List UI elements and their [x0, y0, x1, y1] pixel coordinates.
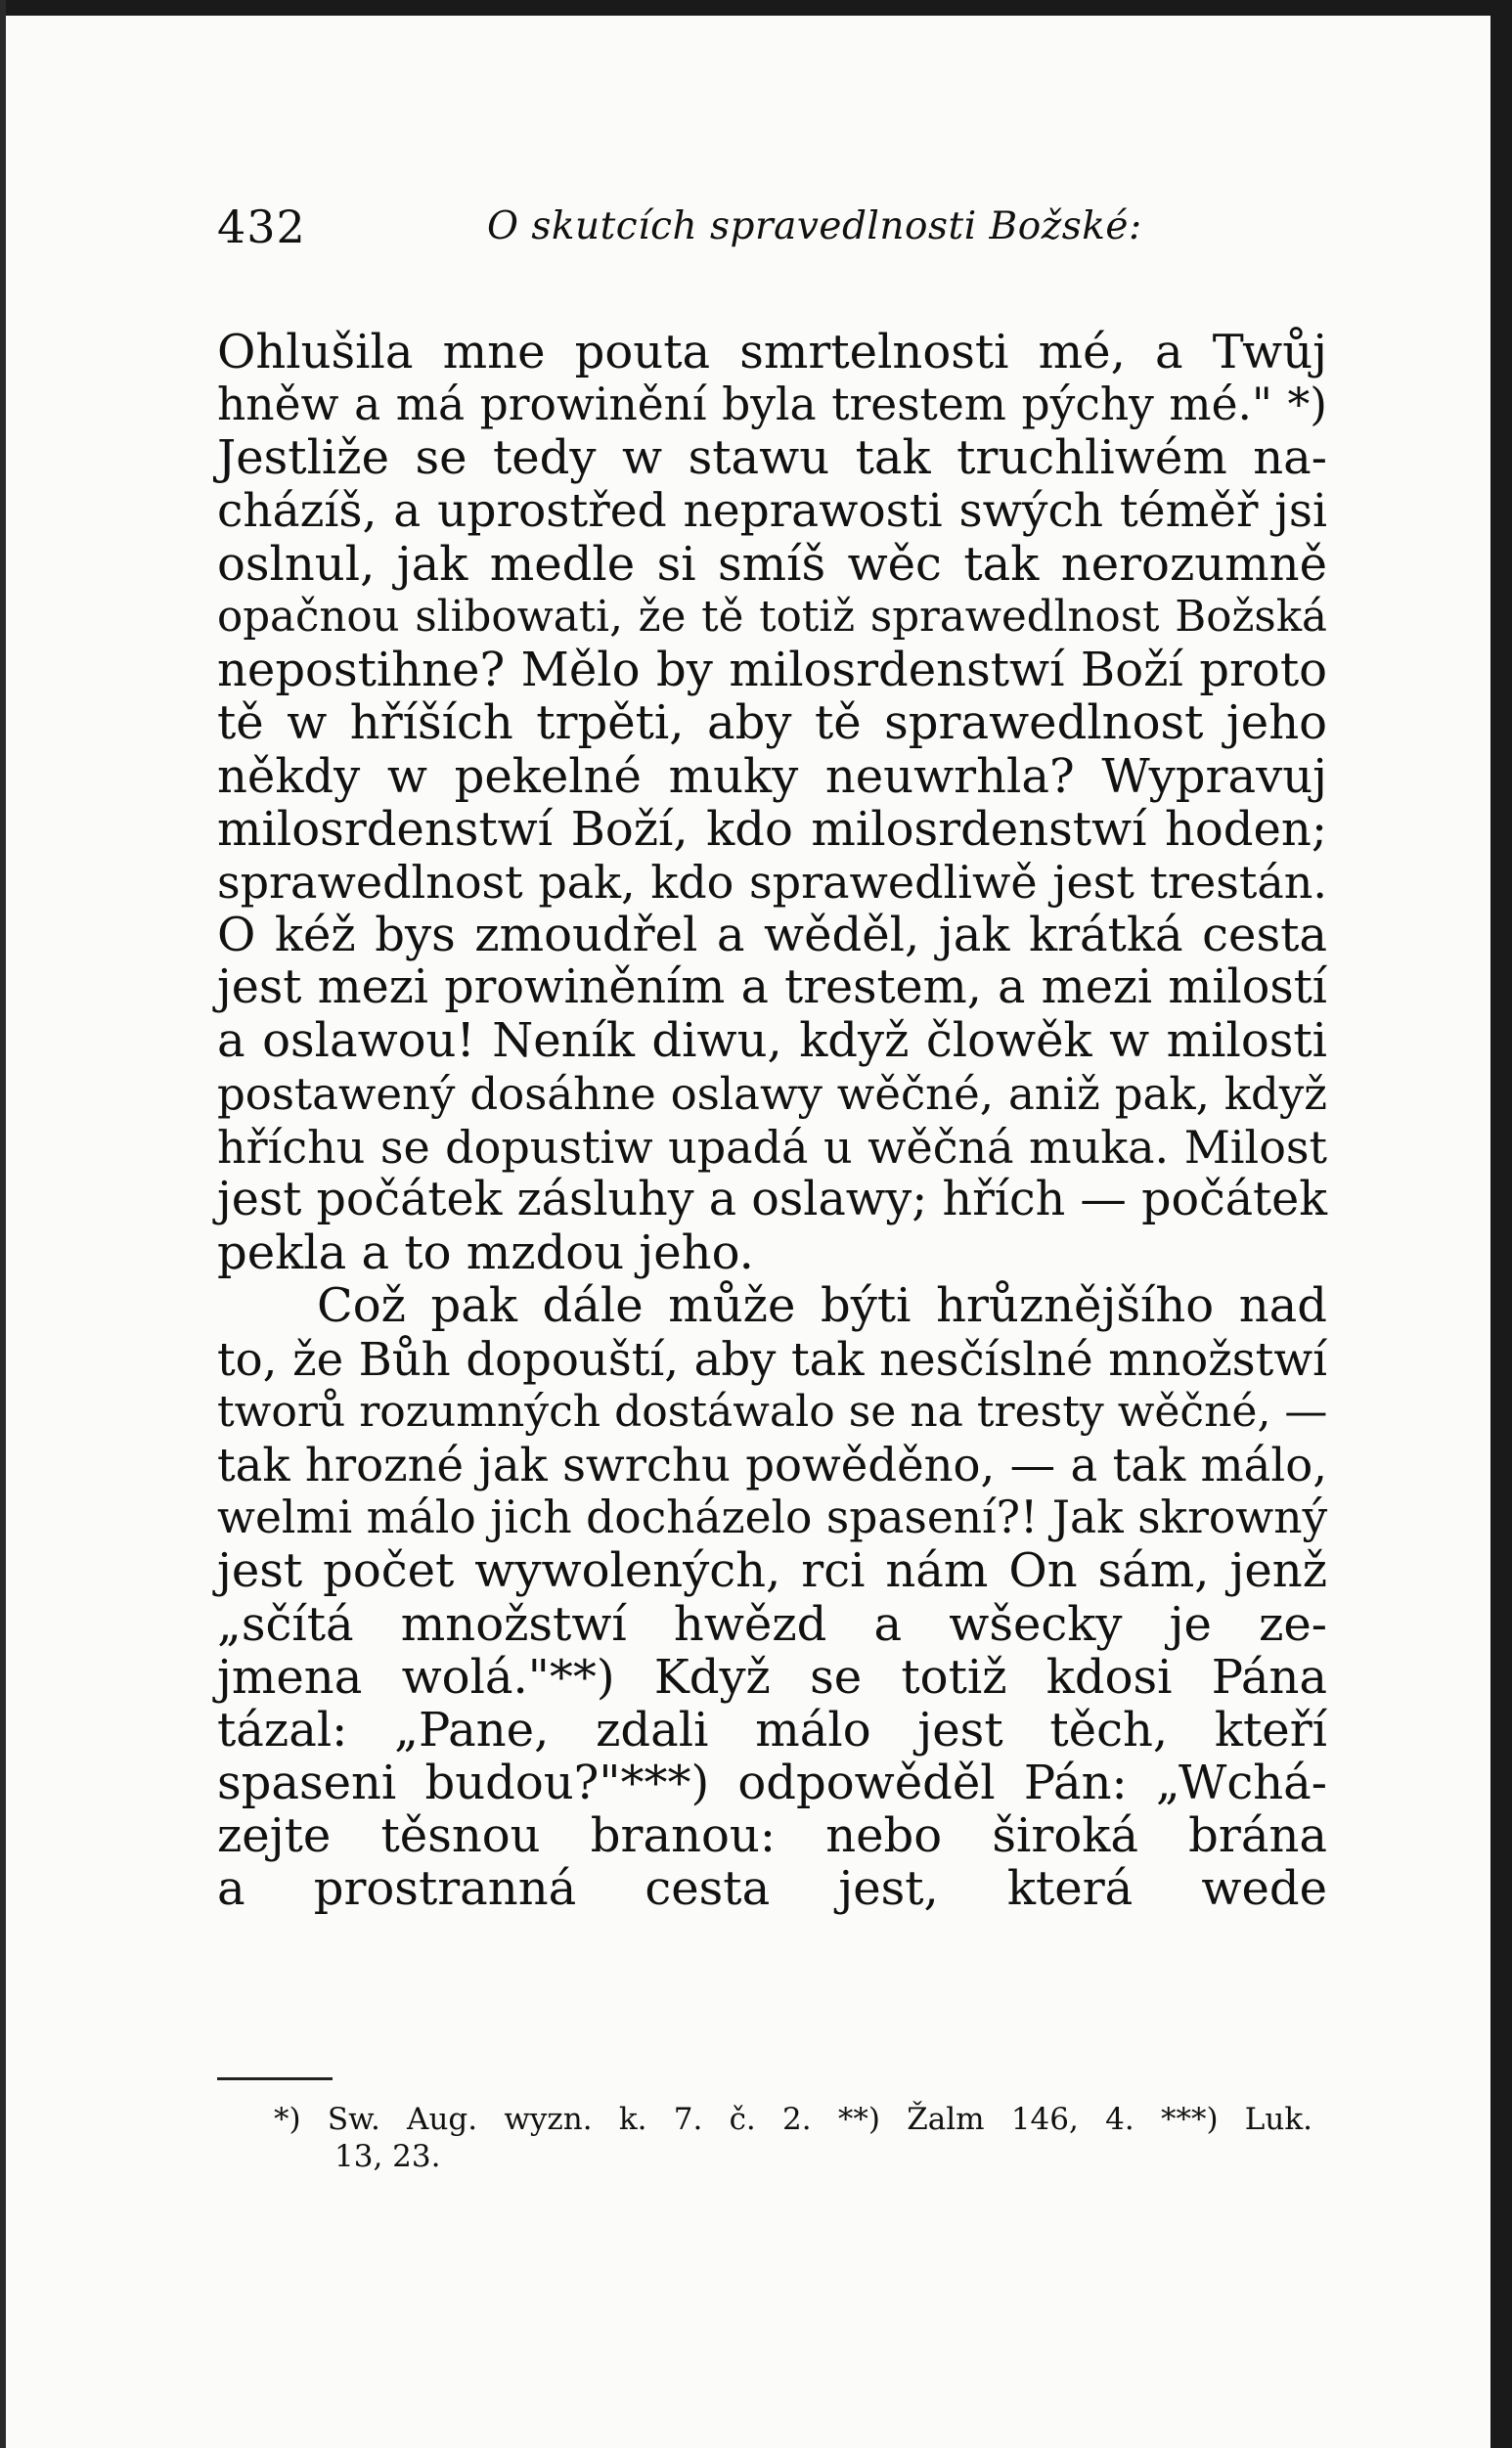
- text-line: O kéž bys zmoudřel a wěděl, jak krátká cesta: [217, 908, 1327, 963]
- running-title: O skutcích spravedlnosti Božské:: [487, 204, 1142, 248]
- page-number: 432: [217, 200, 306, 253]
- scan-border-left: [0, 0, 6, 2448]
- text-line: opačnou slibowati, že tě totiž sprawedlnost Božská: [217, 592, 1327, 642]
- footnote-divider: [217, 2077, 333, 2080]
- text-line: hněw a má prowinění byla trestem pýchy mé." *): [217, 378, 1327, 431]
- footnote-line-continued: 13, 23.: [334, 2139, 441, 2174]
- text-line: jest počátek zásluhy a oslawy; hřích — počátek: [217, 1173, 1327, 1226]
- text-line: welmi málo jich docházelo spasení?! Jak skrowný: [217, 1491, 1328, 1544]
- text-line: Jestliže se tedy w stawu tak truchliwém na-: [217, 430, 1327, 486]
- text-line: jest mezi prowiněním a trestem, a mezi milostí: [217, 960, 1327, 1015]
- text-line: tak hrozné jak swrchu powěděno, — a tak málo,: [217, 1438, 1327, 1491]
- text-line: oslnul, jak medle si smíš wěc tak nerozumně: [217, 536, 1327, 592]
- text-line: někdy w pekelné muky neuwrhla? Wypravuj: [217, 748, 1327, 804]
- text-line-paragraph-start: Což pak dále může býti hrůznějšího nad: [317, 1278, 1327, 1334]
- text-line-spaced: tázal: „Pane, zdali málo jest těch, kteří: [217, 1702, 1327, 1758]
- text-line-spaced: jmena wolá."**) Když se totiž kdosi Pána: [217, 1649, 1327, 1705]
- text-line: jest počet wywolených, rci nám On sám, jenž: [217, 1543, 1327, 1599]
- text-line: nepostihne? Mělo by milosrdenstwí Boží proto: [217, 643, 1327, 698]
- text-line: milosrdenstwí Boží, kdo milosrdenstwí hoden;: [217, 801, 1327, 857]
- text-line: hříchu se dopustiw upadá u wěčná muka. Milost: [217, 1120, 1327, 1174]
- body-text: [217, 326, 1327, 1916]
- footnote-line: *) Sw. Aug. wyzn. k. 7. č. 2. **) Žalm 146, 4. ***) Luk.: [274, 2102, 1312, 2137]
- text-line: cházíš, a uprostřed neprawosti swých téměř jsi: [217, 483, 1327, 538]
- text-line-spaced: a prostranná cesta jest, která wede: [217, 1861, 1327, 1917]
- text-line-spaced: „sčítá množstwí hwězd a wšecky je ze-: [217, 1596, 1327, 1652]
- scan-border-top: [0, 0, 1512, 16]
- text-line: tworů rozumných dostáwalo se na tresty wěčné, —: [217, 1386, 1328, 1437]
- text-line: tě w hříších trpěti, aby tě sprawedlnost jeho: [217, 695, 1327, 751]
- text-line-spaced: spaseni budou?"***) odpowěděl Pán: „Wchá-: [217, 1756, 1327, 1811]
- text-line: to, že Bůh dopouští, aby tak nesčíslné množstwí: [217, 1332, 1327, 1386]
- running-head: [217, 200, 1337, 259]
- footnotes: [217, 2101, 1312, 2175]
- text-line: sprawedlnost pak, kdo sprawedliwě jest trestán.: [217, 855, 1327, 909]
- text-line: Ohlušila mne pouta smrtelnosti mé, a Twůj: [217, 325, 1327, 379]
- scan-border-right: [1490, 0, 1512, 2448]
- text-line-spaced: zejte těsnou branou: nebo široká brána: [217, 1808, 1327, 1864]
- text-line: postawený dosáhne oslawy wěčné, aniž pak, když: [217, 1067, 1327, 1120]
- text-line-paragraph-end: pekla a to mzdou jeho.: [217, 1225, 754, 1281]
- text-line: a oslawou! Neník diwu, když člowěk w milosti: [217, 1013, 1327, 1069]
